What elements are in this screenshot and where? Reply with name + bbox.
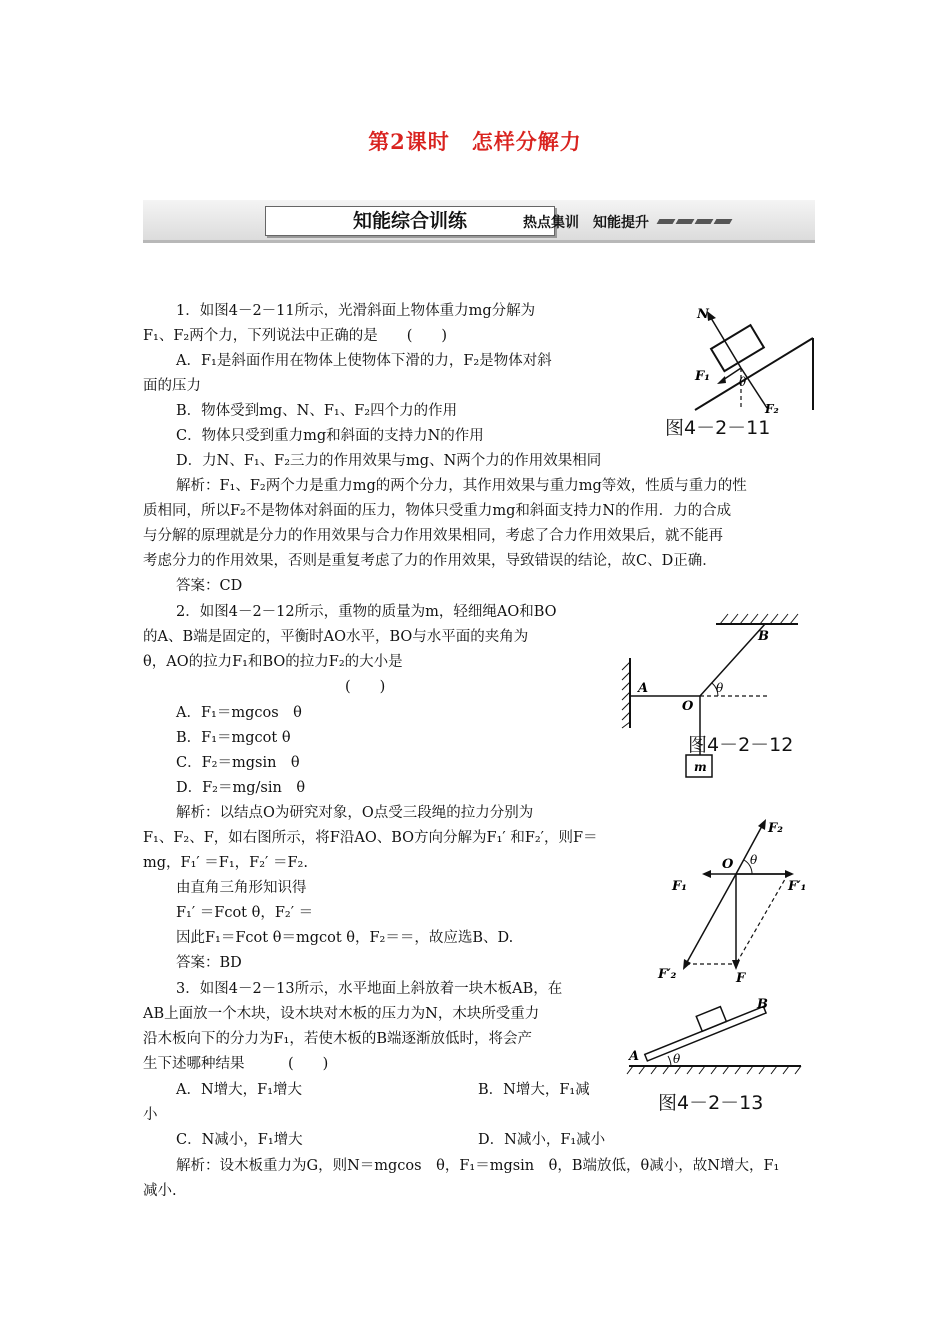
q2-analysis-1: 解析：以结点O为研究对象，O点受三段绳的拉力分别为 (176, 805, 534, 821)
q1-option-c: C．物体只受到重力mg和斜面的支持力N的作用 (176, 428, 484, 444)
q2-line-1: 2．如图4－2－12所示，重物的质量为m，轻细绳AO和BO (176, 604, 557, 620)
q3-option-c: C．N减小，F₁增大 (176, 1132, 303, 1148)
q2-answer: 答案：BD (176, 955, 242, 971)
q2-option-b: B．F₁＝mgcot θ (176, 730, 291, 746)
force-label-f: F (736, 971, 746, 984)
q1-answer: 答案：CD (176, 578, 243, 594)
fig2-label-b: B (758, 629, 769, 644)
force-label-f1-prime: F′₁ (788, 879, 807, 894)
fig2-label-a: A (638, 681, 649, 696)
fig2-label-m: m (694, 760, 707, 774)
q1-option-b: B．物体受到mg、N、F₁、F₂四个力的作用 (176, 403, 458, 419)
q1-option-d: D．力N、F₁、F₂三力的作用效果与mg、N两个力的作用效果相同 (176, 453, 602, 469)
force-label-theta: θ (750, 853, 758, 867)
section-banner (143, 200, 815, 243)
force-label-f1: F₁ (672, 879, 687, 894)
fig1-label-f1: F₁ (695, 369, 710, 384)
q1-line-4: 面的压力 (143, 378, 201, 394)
q3-line-2: AB上面放一个木块，设木块对木板的压力为N，木块所受重力 (143, 1006, 540, 1022)
q2-option-d: D．F₂＝mg/sin θ (176, 780, 306, 796)
fig1-label-f2: F₂ (765, 402, 779, 416)
q3-analysis-2: 减小. (143, 1183, 177, 1199)
fig2-label-theta: θ (716, 681, 724, 695)
page-title: 第2课时 怎样分解力 (368, 129, 582, 154)
q3-option-d: D．N减小，F₁减小 (478, 1132, 606, 1148)
q1-line-3: A．F₁是斜面作用在物体上使物体下滑的力，F₂是物体对斜 (176, 353, 552, 369)
force-diagram (650, 812, 822, 984)
fig3-label-b: B (757, 997, 768, 1012)
figure-4-2-12 (620, 610, 810, 785)
fig3-label-a: A (629, 1049, 640, 1064)
q2-analysis-6: 因此F₁＝Fcot θ＝mgcot θ，F₂＝＝，故应选B、D. (176, 930, 514, 946)
q3-analysis-1: 解析：设木板重力为G，则N＝mgcos θ，F₁＝mgsin θ，B端放低，θ减小，故N增大，F₁ (176, 1158, 780, 1174)
fig1-label-theta: θ (739, 375, 747, 389)
q1-analysis-4: 考虑分力的作用效果，否则是重复考虑了力的作用效果，导致错误的结论，故C、D正确． (143, 553, 717, 569)
fig1-caption: 图4－2－11 (665, 417, 771, 439)
force-label-f2: F₂ (768, 821, 783, 836)
q3-line-3: 沿木板向下的分力为F₁，若使木板的B端逐渐放低时，将会产 (143, 1031, 533, 1047)
force-label-o: O (722, 857, 734, 872)
banner-decoration (655, 209, 765, 215)
q3-line-1: 3．如图4－2－13所示，水平地面上斜放着一块木板AB，在 (176, 981, 563, 997)
q2-analysis-3: mg，F₁′ ＝F₁，F₂′ ＝F₂. (143, 855, 308, 871)
q3-option-b-cont: 小 (143, 1107, 158, 1123)
q2-analysis-2: F₁、F₂、F，如右图所示，将F沿AO、BO方向分解为F₁′ 和F₂′，则F＝ (143, 830, 598, 846)
q1-line-2: F₁、F₂两个力，下列说法中正确的是 ( ) (143, 328, 448, 344)
fig3-label-theta: θ (673, 1052, 681, 1066)
fig1-label-n: N (697, 307, 709, 322)
q2-analysis-4: 由直角三角形知识得 (176, 880, 307, 896)
fig3-caption: 图4－2－13 (658, 1092, 764, 1114)
banner-right-label: 热点集训 知能提升 (523, 215, 649, 231)
q2-option-c: C．F₂＝mgsin θ (176, 755, 300, 771)
q2-analysis-5: F₁′ ＝Fcot θ，F₂′ ＝ (176, 905, 314, 921)
banner-left-label: 知能综合训练 (265, 206, 555, 236)
q3-option-b: B．N增大，F₁减 (478, 1082, 590, 1098)
q2-option-a: A．F₁＝mgcos θ (176, 705, 302, 721)
q2-line-3: θ，AO的拉力F₁和BO的拉力F₂的大小是 (143, 654, 403, 670)
q1-analysis-1: 解析：F₁、F₂两个力是重力mg的两个分力，其作用效果与重力mg等效，性质与重力的性 (176, 478, 747, 494)
q1-analysis-2: 质相同，所以F₂不是物体对斜面的压力，物体只受重力mg和斜面支持力N的作用．力的合成 (143, 503, 732, 519)
q1-line-1: 1．如图4－2－11所示，光滑斜面上物体重力mg分解为 (176, 303, 536, 319)
figure-4-2-13 (625, 990, 805, 1080)
q3-option-a: A．N增大，F₁增大 (176, 1082, 303, 1098)
q1-analysis-3: 与分解的原理就是分力的作用效果与合力作用效果相同，考虑了合力作用效果后，就不能再 (143, 528, 723, 544)
q2-line-4: ( ) (345, 679, 386, 695)
fig2-caption: 图4－2－12 (688, 734, 794, 756)
force-label-f2-prime: F′₂ (658, 967, 677, 982)
q3-line-4: 生下述哪种结果 ( ) (143, 1056, 329, 1072)
figure-4-2-11 (655, 298, 820, 418)
q2-line-2: 的A、B端是固定的，平衡时AO水平，BO与水平面的夹角为 (143, 629, 529, 645)
fig2-label-o: O (682, 699, 694, 714)
